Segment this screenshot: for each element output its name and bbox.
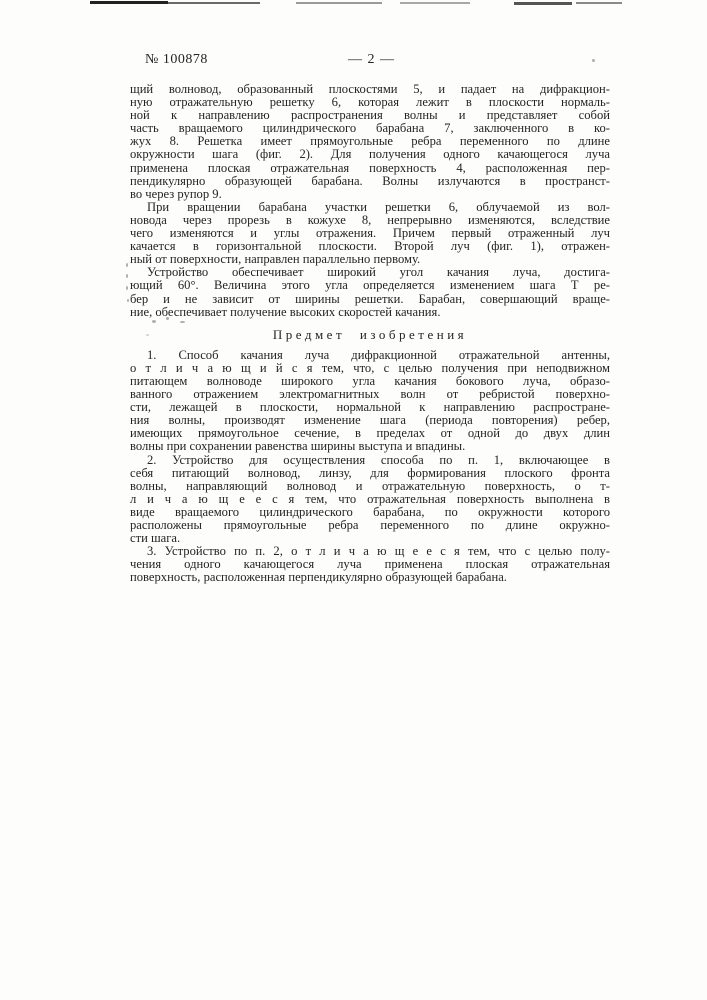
scan-speck xyxy=(127,299,129,302)
text-line: ющий 60°. Величина этого угла определяется изменением шага Т ре- xyxy=(130,278,610,293)
text-line: питающем волноводе широкого угла качания бокового луча, образо- xyxy=(130,373,610,388)
scan-speck xyxy=(126,263,128,267)
text-line: ный от поверхности, направлен параллельно первому. xyxy=(130,252,421,267)
claim-item xyxy=(130,454,610,546)
text-line: чего изменяются и углы отражения. Причем первый отраженный луч xyxy=(130,226,610,241)
text-line: новода через прорезь в кожухе 8, непрерывно изменяются, вследствие xyxy=(130,212,610,227)
text-line: бер и не зависит от ширины решетки. Барабан, совершающий враще- xyxy=(130,291,610,306)
claim-item xyxy=(130,349,610,454)
text-line: качается в горизонтальной плоскости. Второй луч (фиг. 1), отражен- xyxy=(130,239,610,254)
text-line: расположены прямоугольные ребра переменного по длине окружно- xyxy=(130,518,610,532)
scan-artifact-line xyxy=(296,2,382,4)
claims-heading: Предмет изобретения xyxy=(272,326,468,342)
text-line: имеющих прямоугольное сечение, в пределах от одной до двух длин xyxy=(130,426,610,441)
text-line: 1. Способ качания луча дифракционной отражательной антенны, xyxy=(147,347,610,362)
text-line: окружности шага (фиг. 2). Для получения одного качающегося луча xyxy=(130,147,610,162)
text-line: виде вращаемого цилиндрического барабана, по окружности которого xyxy=(130,504,610,519)
text-line: волны, направляющий волновод и отражательную поверхность, о т- xyxy=(130,478,610,493)
text-column xyxy=(130,83,610,584)
text-line: часть вращаемого цилиндрического барабана 7, заключенного в ко- xyxy=(130,121,610,136)
scan-artifact-line xyxy=(168,2,260,4)
page-number: — 2 — xyxy=(348,52,395,67)
claim-item xyxy=(130,545,610,584)
text-line: применена плоская отражательная поверхность 4, расположенная пер- xyxy=(130,160,610,175)
text-line: При вращении барабана участки решетки 6, облучаемой из вол- xyxy=(147,199,610,214)
text-line: волны при сохранении равенства ширины выступа и впадины. xyxy=(130,439,466,454)
text-line: ние, обеспечивает получение высоких скоростей качания. xyxy=(130,304,441,319)
text-line: во через рупор 9. xyxy=(130,186,222,201)
body-paragraph xyxy=(130,201,610,266)
scan-artifact-line xyxy=(576,2,622,4)
text-line: сти шага. xyxy=(130,531,181,546)
text-line: себя питающий волновод, линзу, для формирования плоского фронта xyxy=(130,465,610,480)
text-line: пендикулярно образующей барабана. Волны излучаются в пространст- xyxy=(130,173,610,188)
text-line: 2. Устройство для осуществления способа по п. 1, включающее в xyxy=(147,452,610,467)
body-paragraph xyxy=(130,83,610,201)
text-line: л и ч а ю щ е е с я тем, что отражательная поверхность выполнена в xyxy=(130,491,610,506)
scan-artifact-line xyxy=(90,1,168,4)
text-line: ную отражательную решетку 6, которая лежит в плоскости нормаль- xyxy=(130,95,610,110)
text-line: ванного отражением электромагнитных волн от ребристой поверхно- xyxy=(130,387,610,402)
text-line: ной к направлению распространения волны и представляет собой xyxy=(130,108,610,123)
text-line: ния волны, производят изменение шага (периода повторения) ребер, xyxy=(130,413,610,428)
text-line: поверхность, расположенная перпендикулярно образующей барабана. xyxy=(130,570,507,585)
scan-speck xyxy=(592,59,595,62)
text-line: щий волновод, образованный плоскостями 5, и падает на дифракцион- xyxy=(130,82,610,96)
scan-artifact-line xyxy=(514,2,572,5)
text-line: жух 8. Решетка имеет прямоугольные ребра переменного по длине xyxy=(130,134,610,149)
scan-speck xyxy=(126,286,128,290)
text-line: о т л и ч а ю щ и й с я тем, что, с целью получения при неподвижном xyxy=(130,360,610,375)
body-paragraph xyxy=(130,266,610,318)
scan-artifact-line xyxy=(400,2,470,4)
text-line: сти, лежащей в плоскости, нормальной к направлению распростране- xyxy=(130,400,610,415)
text-line: 3. Устройство по п. 2, о т л и ч а ю щ е е с я тем, что с целью полу- xyxy=(147,544,610,559)
text-line: Устройство обеспечивает широкий угол качания луча, достига- xyxy=(147,265,610,280)
scan-speck xyxy=(126,274,128,278)
text-line: чения одного качающегося луча применена плоская отражательная xyxy=(130,557,610,572)
patent-number: № 100878 xyxy=(145,52,208,67)
